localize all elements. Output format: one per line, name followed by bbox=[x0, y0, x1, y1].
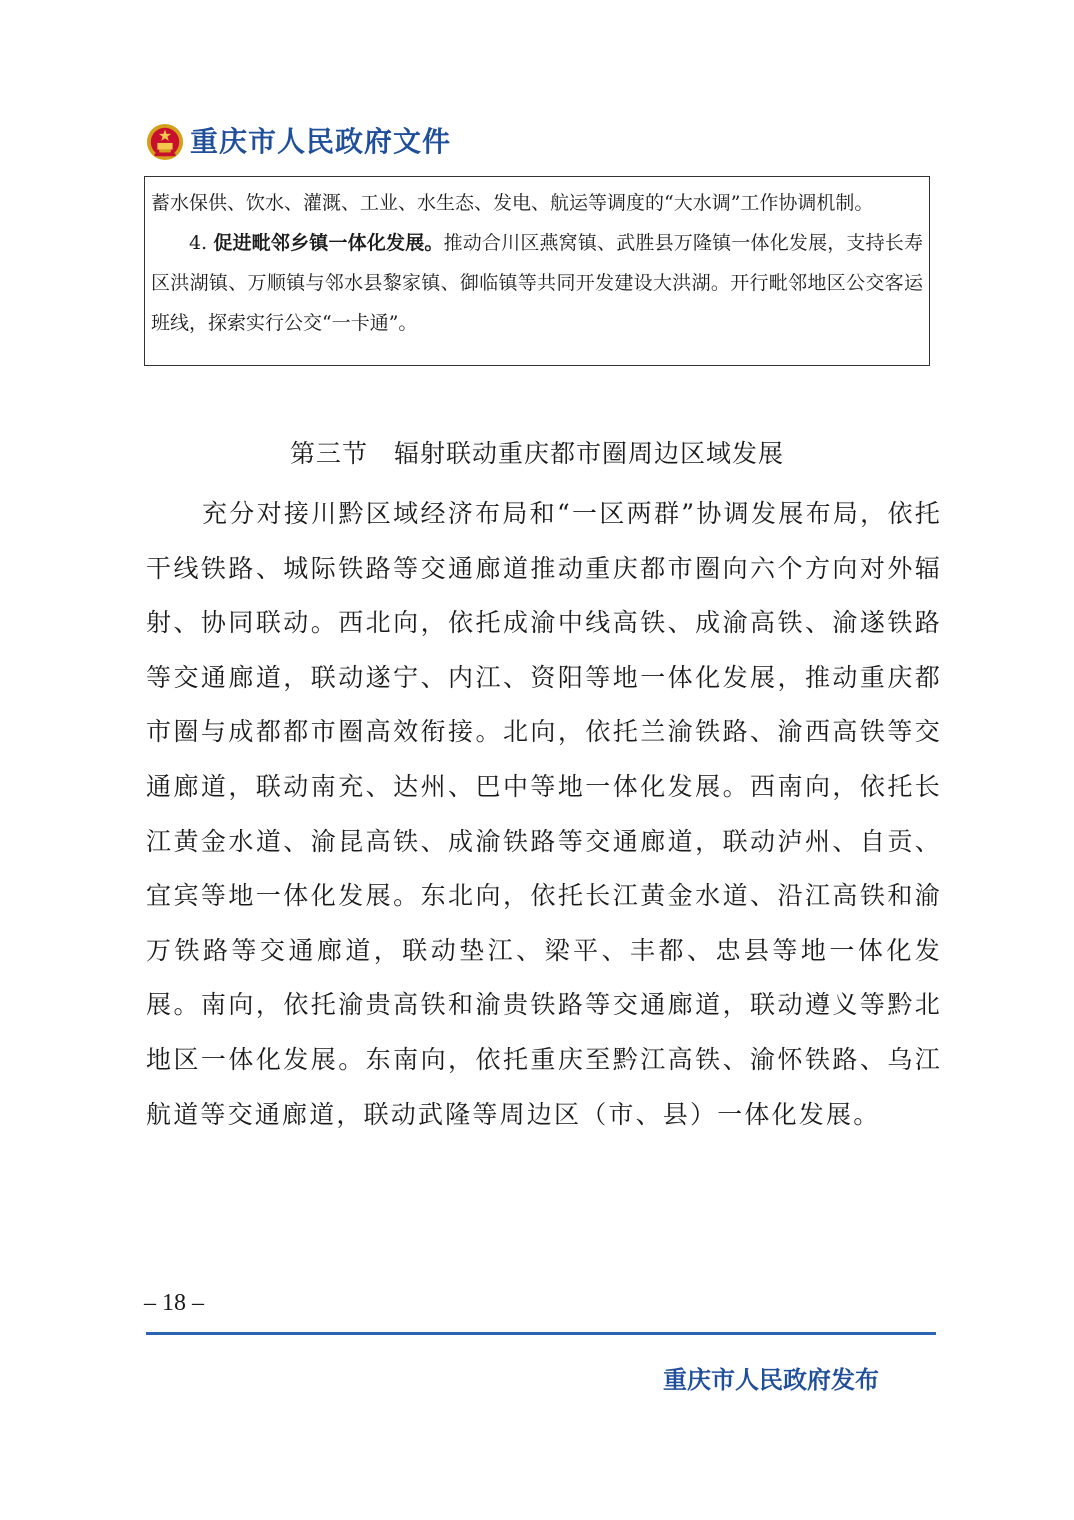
body-text bbox=[146, 487, 942, 1142]
header-title: 重庆市人民政府文件 bbox=[190, 125, 452, 158]
section-title: 第三节 辐射联动重庆都市圈周边区域发展 bbox=[289, 439, 784, 468]
footer-publisher: 重庆市人民政府发布 bbox=[663, 1366, 879, 1394]
national-emblem-icon bbox=[146, 123, 184, 161]
box-paragraph-2 bbox=[151, 223, 923, 343]
box-paragraph-1: 蓄水保供、饮水、灌溉、工业、水生态、发电、航运等调度的“大水调”工作协调机制。 bbox=[151, 192, 874, 214]
body-paragraph: 充分对接川黔区域经济布局和“一区两群”协调发展布局，依托干线铁路、城际铁路等交通廊道推动重庆都市圈向六个方向对外辐射、协同联动。西北向，依托成渝中线高铁、成渝高铁、渝遂铁路等交通廊道，联动遂宁、内江、资阳等地一体化发展，推动重庆都市圈与成都都市圈高效衔接。北向，依托兰渝铁路、渝西高铁等交通廊道，联动南充、达州、巴中等地一体化发展。西南向，依托长江黄金水道、渝昆高铁、成渝铁路等交通廊道，联动泸州、自贡、宜宾等地一体化发展。东北向，依托长江黄金水道、沿江高铁和渝万铁路等交通廊道，联动垫江、梁平、丰都、忠县等地一体化发展。南向，依托渝贵高铁和渝贵铁路等交通廊道，联动遵义等黔北地区一体化发展。东南向，依托重庆至黔江高铁、渝怀铁路、乌江航道等交通廊道，联动武隆等周边区（市、县）一体化发展。 bbox=[146, 499, 942, 1129]
document-header bbox=[146, 120, 451, 164]
item-number: 4. bbox=[189, 232, 214, 254]
boxed-note bbox=[144, 176, 930, 366]
item-heading: 促进毗邻乡镇一体化发展。 bbox=[213, 232, 444, 254]
footer-divider bbox=[146, 1332, 936, 1335]
page-number: – 18 – bbox=[144, 1290, 204, 1316]
item-text: 推动合川区燕窝镇、武胜县万隆镇一体化发展，支持长寿区洪湖镇、万顺镇与邻水县黎家镇、御临镇等共同开发建设大洪湖。开行毗邻地区公交客运班线，探索实行公交“一卡通”。 bbox=[151, 232, 923, 334]
